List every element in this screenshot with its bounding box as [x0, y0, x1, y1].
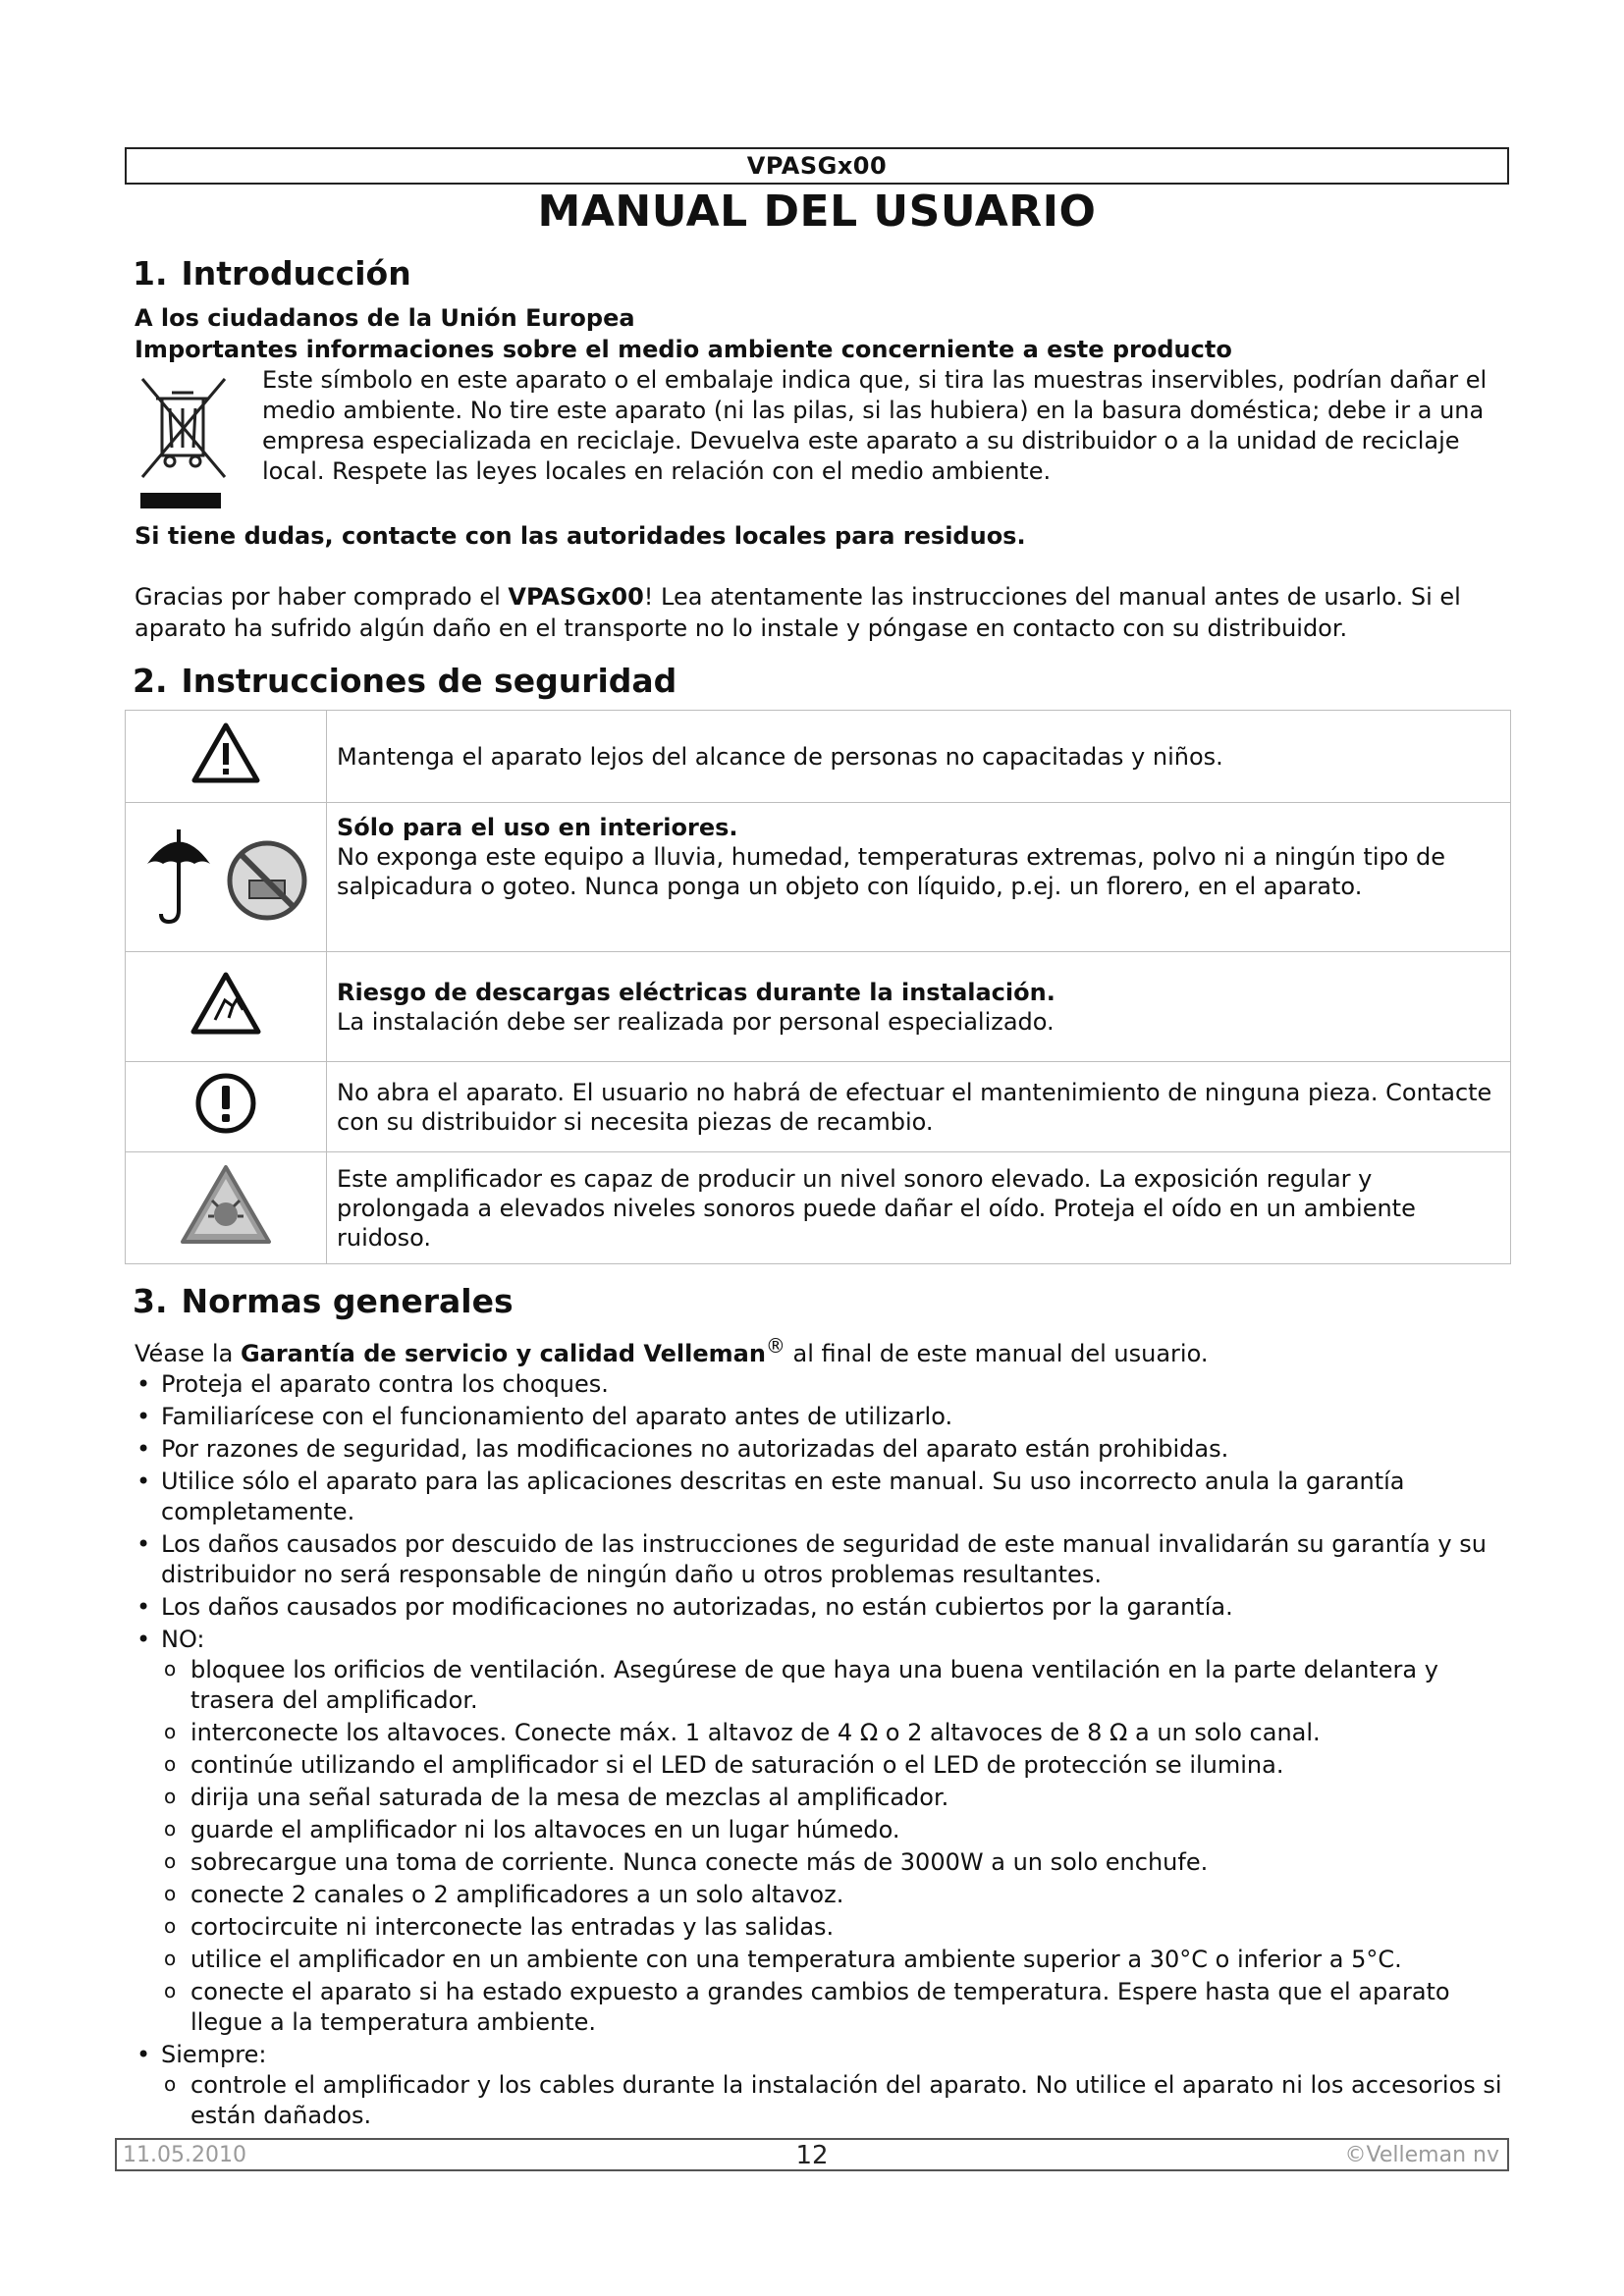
- safety-text-bold: Sólo para el uso en interiores.: [337, 814, 738, 841]
- safety-row: [126, 803, 1511, 952]
- exclamation-circle-icon: [126, 1062, 327, 1152]
- page-footer: [115, 2138, 1509, 2171]
- safety-text-body: No abra el aparato. El usuario no habrá de efectuar el mantenimiento de ninguna pieza. Contacte con su distribuidor si necesita piezas de recambio.: [337, 1078, 1492, 1136]
- section-heading-introduccion: [133, 254, 1509, 293]
- sub-list-item: o cortocircuite ni interconecte las entradas y las salidas.: [161, 1912, 1509, 1943]
- section-title: Introducción: [181, 254, 411, 293]
- manual-page: [125, 147, 1509, 2133]
- intro-post: al final de este manual del usuario.: [785, 1340, 1209, 1367]
- section-heading-seguridad: [133, 662, 1509, 700]
- list-item-no: [135, 1625, 1509, 2038]
- always-label: Siempre:: [161, 2041, 267, 2068]
- general-rules-list: [125, 1369, 1509, 2131]
- section-title: Instrucciones de seguridad: [181, 662, 677, 700]
- weee-text: Este símbolo en este aparato o el embalaje indica que, si tira las muestras inservibles, podrían dañar el medio ambiente. No tire este aparato (ni las pilas, si las hubiera) en la basura doméstica; debe ir a una empresa especializada en reciclaje. Devuelva este aparato a su distribuidor o a la unidad de reciclaje local. Respete las leyes locales en relación con el medio ambiente.: [262, 366, 1488, 485]
- thanks-paragraph: [135, 581, 1509, 644]
- sub-list-item: o sobrecargue una toma de corriente. Nunca conecte más de 3000W a un solo enchufe.: [161, 1847, 1509, 1878]
- thanks-post: ! Lea atentamente las instrucciones del manual antes de usarlo. Si el aparato ha sufrido algún daño en el transporte no lo instale y póngase en contacto con su distribuidor.: [135, 583, 1461, 642]
- list-item: • Los daños causados por descuido de las instrucciones de seguridad de este manual invalidarán su garantía y su distribuidor no será responsable de ningún daño u otros problemas resultantes.: [135, 1529, 1509, 1590]
- safety-text: [327, 1062, 1511, 1152]
- list-item: • Los daños causados por modificaciones no autorizadas, no están cubiertos por la garantía.: [135, 1592, 1509, 1623]
- safety-text-body: No exponga este equipo a lluvia, humedad, temperaturas extremas, polvo ni a ningún tipo de salpicadura o goteo. Nunca ponga un objeto con líquido, p.ej. un florero, en el aparato.: [337, 843, 1446, 900]
- sub-list-item: o controle el amplificador y los cables durante la instalación del aparato. No utilice el aparato ni los accesorios si están dañados.: [161, 2070, 1509, 2131]
- thanks-pre: Gracias por haber comprado el: [135, 583, 509, 611]
- doubts-line: Si tiene dudas, contacte con las autoridades locales para residuos.: [135, 522, 1026, 550]
- sub-list-item: o conecte el aparato si ha estado expuesto a grandes cambios de temperatura. Espere hasta que el aparato llegue a la temperatura ambiente.: [161, 1977, 1509, 2038]
- electric-shock-icon: [126, 952, 327, 1062]
- no-sublist: [161, 1655, 1509, 2038]
- list-item: • Por razones de seguridad, las modificaciones no autorizadas del aparato están prohibidas.: [135, 1434, 1509, 1465]
- section-number: 2.: [133, 662, 168, 700]
- weee-block: [135, 365, 1509, 520]
- safety-text: [327, 952, 1511, 1062]
- safety-row: [126, 711, 1511, 803]
- safety-text-body: La instalación debe ser realizada por personal especializado.: [337, 1007, 1055, 1036]
- model-header: VPASGx00: [125, 147, 1509, 185]
- registered-mark: ®: [765, 1334, 785, 1358]
- safety-table: [125, 710, 1511, 1264]
- warranty-intro: [135, 1330, 1509, 1369]
- safety-text-body: Este amplificador es capaz de producir un nivel sonoro elevado. La exposición regular y prolongada a elevados niveles sonoros puede dañar el oído. Proteja el oído en un ambiente ruidoso.: [337, 1164, 1416, 1252]
- safety-row: [126, 952, 1511, 1062]
- hearing-damage-icon: [126, 1152, 327, 1264]
- list-item-always: [135, 2040, 1509, 2131]
- section-title: Normas generales: [181, 1282, 514, 1320]
- eu-citizens-line: A los ciudadanos de la Unión Europea: [135, 304, 635, 332]
- sub-list-item: o guarde el amplificador ni los altavoces en un lugar húmedo.: [161, 1815, 1509, 1845]
- safety-text: [327, 1152, 1511, 1264]
- list-item: • Proteja el aparato contra los choques.: [135, 1369, 1509, 1400]
- page-title: MANUAL DEL USUARIO: [537, 187, 1097, 237]
- warning-triangle-icon: [126, 711, 327, 803]
- environment-heading: Importantes informaciones sobre el medio ambiente concerniente a este producto: [135, 336, 1232, 363]
- sub-list-item: o utilice el amplificador en un ambiente con una temperatura ambiente superior a 30°C o inferior a 5°C.: [161, 1945, 1509, 1975]
- no-label: NO:: [161, 1626, 205, 1653]
- safety-row: [126, 1062, 1511, 1152]
- sub-list-item: o interconecte los altavoces. Conecte máx. 1 altavoz de 4 Ω o 2 altavoces de 8 Ω a un solo canal.: [161, 1718, 1509, 1748]
- list-item: • Utilice sólo el aparato para las aplicaciones descritas en este manual. Su uso incorrecto anula la garantía completamente.: [135, 1467, 1509, 1527]
- safety-text: [327, 711, 1511, 803]
- footer-copyright: ©Velleman nv: [1344, 2143, 1499, 2167]
- page-number: 12: [795, 2141, 829, 2170]
- safety-text: [327, 803, 1511, 952]
- section-number: 1.: [133, 254, 168, 293]
- section-number: 3.: [133, 1282, 168, 1320]
- safety-row: [126, 1152, 1511, 1264]
- sub-list-item: o bloquee los orificios de ventilación. Asegúrese de que haya una buena ventilación en la parte delantera y trasera del amplificador.: [161, 1655, 1509, 1716]
- warranty-name: Garantía de servicio y calidad Velleman: [240, 1340, 766, 1367]
- indoor-only-icon: [126, 803, 327, 952]
- always-sublist: [161, 2070, 1509, 2131]
- sub-list-item: o conecte 2 canales o 2 amplificadores a un solo altavoz.: [161, 1880, 1509, 1910]
- sub-list-item: o dirija una señal saturada de la mesa de mezclas al amplificador.: [161, 1783, 1509, 1813]
- intro-pre: Véase la: [135, 1340, 241, 1367]
- thanks-model: VPASGx00: [508, 583, 644, 611]
- safety-text-bold: Riesgo de descargas eléctricas durante la instalación.: [337, 978, 1056, 1006]
- sub-list-item: o continúe utilizando el amplificador si el LED de saturación o el LED de protección se ilumina.: [161, 1750, 1509, 1781]
- list-item: • Familiarícese con el funcionamiento del aparato antes de utilizarlo.: [135, 1402, 1509, 1432]
- footer-date: 11.05.2010: [123, 2143, 246, 2167]
- crossed-bin-icon: [135, 365, 262, 520]
- safety-text-body: Mantenga el aparato lejos del alcance de personas no capacitadas y niños.: [337, 742, 1223, 771]
- section-heading-normas: [133, 1282, 1509, 1320]
